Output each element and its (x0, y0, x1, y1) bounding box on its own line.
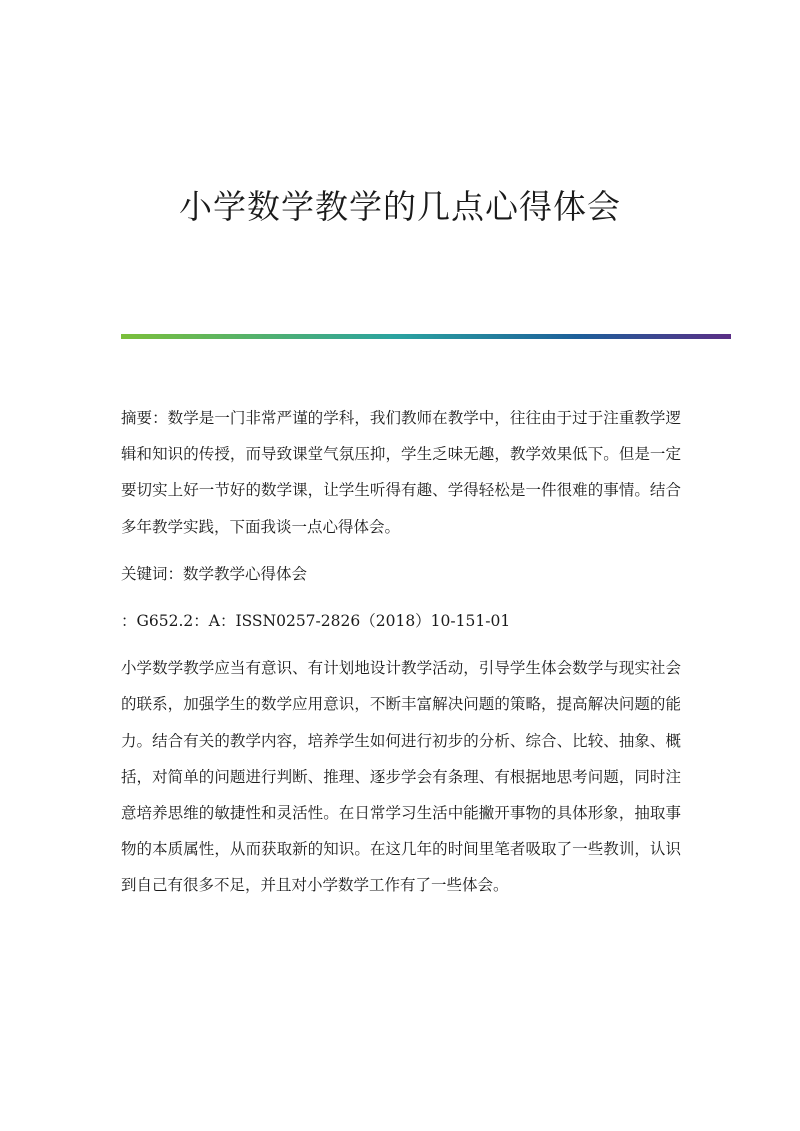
keywords-line: 关键词：数学教学心得体会 (121, 564, 308, 583)
title-divider (121, 334, 731, 339)
abstract-paragraph: 摘要：数学是一门非常严谨的学科，我们教师在教学中，往往由于过于注重教学逻辑和知识的传授，而导致课堂气氛压抑，学生乏味无趣，教学效果低下。但是一定要切实上好一节好的数学课，让学生听得有趣、学得轻松是一件很难的事情。结合多年教学实践，下面我谈一点心得体会。 (121, 409, 681, 536)
body-paragraph: 小学数学教学应当有意识、有计划地设计教学活动，引导学生体会数学与现实社会的联系，加强学生的数学应用意识，不断丰富解决问题的策略，提高解决问题的能力。结合有关的教学内容，培养学生如何进行初步的分析、综合、比较、抽象、概括，对简单的问题进行判断、推理、逐步学会有条理、有根据地思考问题，同时注意培养思维的敏捷性和灵活性。在日常学习生活中能撇开事物的具体形象，抽取事物的本质属性，从而获取新的知识。在这几年的时间里笔者吸取了一些教训，认识到自己有很多不足，并且对小学数学工作有了一些体会。 (121, 659, 681, 895)
classification-line: ：G652.2：A：ISSN0257-2826（2018）10-151-01 (121, 612, 511, 631)
document-title: 小学数学教学的几点心得体会 (179, 187, 621, 226)
document-body (121, 400, 681, 904)
